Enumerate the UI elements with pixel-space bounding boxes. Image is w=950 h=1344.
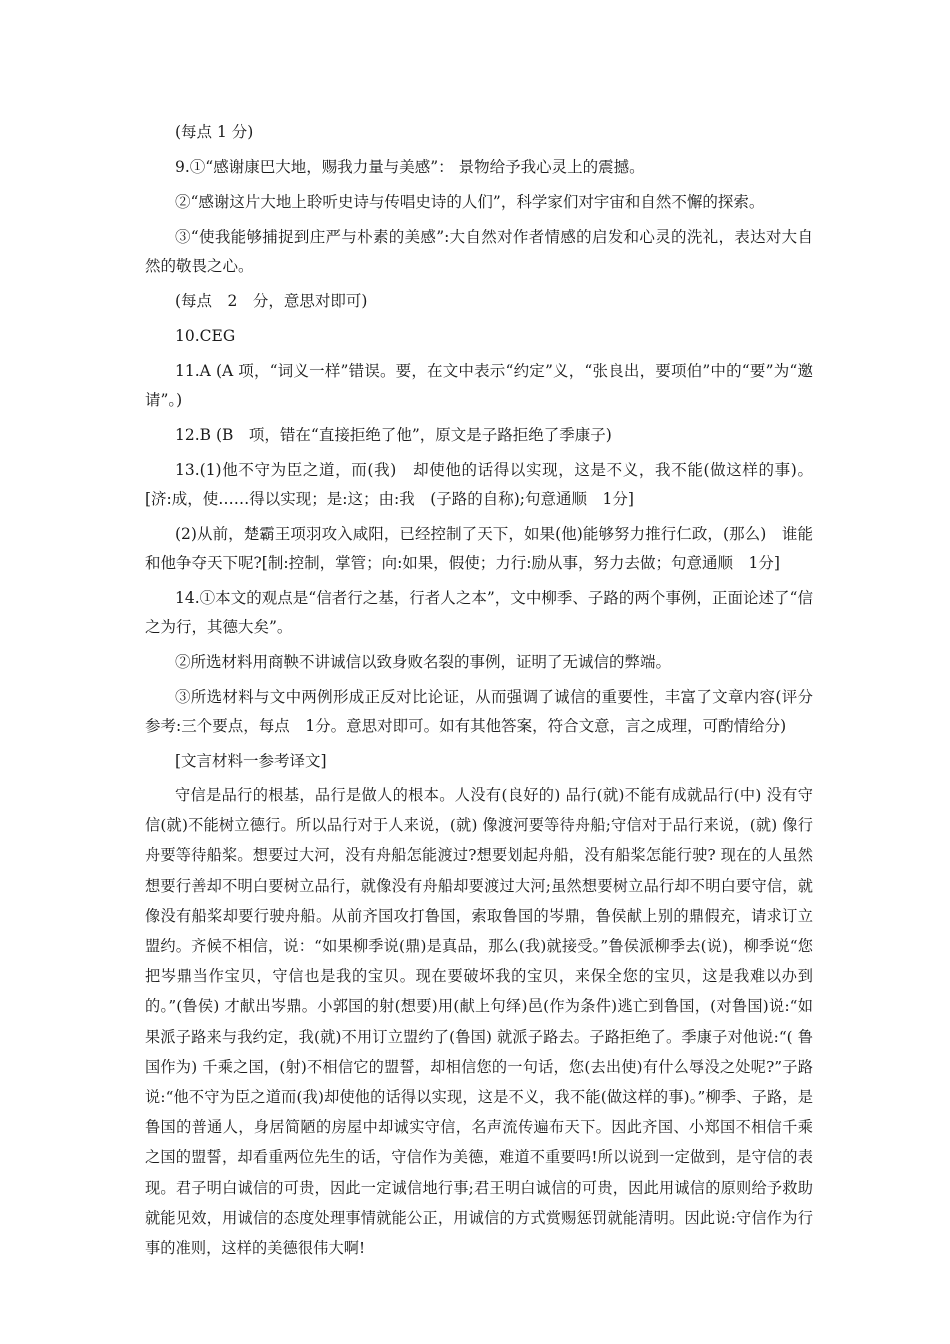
answer-11: 11.A (A 项，“词义一样”错误。要，在文中表示“约定”义，“张良出，要项伯”中的“要”为“邀请”。) <box>145 362 813 409</box>
answer-14-point-2: ②所选材料用商鞅不讲诚信以致身败名裂的事例，证明了无诚信的弊端。 <box>175 653 672 671</box>
translation-body: 守信是品行的根基，品行是做人的根本。人没有(良好的) 品行(就)不能有成就品行(中) 没有守信(就)不能树立德行。所以品行对于人来说，(就) 像渡河要等待舟船;守信对于品行来说，(就) 像行舟要等待船桨。想要过大河，没有舟船怎能渡过?想要划起舟船，没有船桨怎能行驶? 现在的人虽然想要行善却不明白要树立品行，就像没有舟船却要渡过大河;虽然想要树立品行却不明白要守信，就像没有船桨却要行驶舟船。从前齐国攻打鲁国，索取鲁国的岑鼎，鲁侯献上别的鼎假充，请求订立盟约。齐候不相信，说：“如果柳季说(鼎)是真品，那么(我)就接受。”鲁侯派柳季去(说)，柳季说“您把岑鼎当作宝贝，守信也是我的宝贝。现在要破坏我的宝贝，来保全您的宝贝，这是我难以办到的。”(鲁侯) 才献出岑鼎。小郭国的射(想要)用(献上句绎)邑(作为条件)逃亡到鲁国，(对鲁国)说:“如果派子路来与我约定，我(就)不用订立盟约了(鲁国) 就派子路去。子路拒绝了。季康子对他说:“( 鲁国作为) 千乘之国，(射)不相信它的盟誓，却相信您的一句话，您(去出使)有什么辱没之处呢?”子路说:“他不守为臣之道而(我)却使他的话得以实现，这是不义，我不能(做这样的事)。”柳季、子路，是鲁国的普通人，身居简陋的房屋中却诚实守信，名声流传遍布天下。因此齐国、小郑国不相信千乘之国的盟誓，却看重两位先生的话，守信作为美德，难道不重要吗!所以说到一定做到，是守信的表现。君子明白诚信的可贵，因此一定诚信地行事;君王明白诚信的可贵，因此用诚信的原则给予救助就能见效，用诚信的态度处理事情就能公正，用诚信的方式赏赐惩罚就能清明。因此说:守信作为行事的准则，这样的美德很伟大啊! <box>145 786 813 1258</box>
answer-14-point-3: ③所选材料与文中两例形成正反对比论证，从而强调了诚信的重要性，丰富了文章内容(评分参考:三个要点，每点 1分。意思对即可。如有其他答案，符合文意，言之成理，可酌情给分) <box>145 688 813 735</box>
score-note-9: (每点 2 分，意思对即可) <box>175 292 368 310</box>
answer-10: 10.CEG <box>175 327 236 345</box>
translation-section <box>145 747 813 1263</box>
answer-13-part-2: (2)从前，楚霸王项羽攻入咸阳，已经控制了天下，如果(他)能够努力推行仁政，(那么) 谁能和他争夺天下呢?[制:控制，掌管；向:如果，假使；力行:励从事，努力去做；句意通顺 1分] <box>145 525 813 572</box>
answer-13-part-1: 13.(1)他不守为臣之道，而(我) 却使他的话得以实现，这是不义，我不能(做这样的事)。[济:成，使……得以实现；是:这；由:我 (子路的自称);句意通顺 1分] <box>145 461 813 508</box>
answer-9-point-2: ②“感谢这片大地上聆听史诗与传唱史诗的人们”，科学家们对宇宙和自然不懈的探索。 <box>175 193 765 211</box>
answer-9-point-3: ③“使我能够捕捉到庄严与朴素的美感”:大自然对作者情感的启发和心灵的洗礼，表达对大自然的敬畏之心。 <box>145 228 813 275</box>
answer-14-point-1: 14.①本文的观点是“信者行之基，行者人之本”，文中柳季、子路的两个事例，正面论述了“信之为行，其德大矣”。 <box>145 589 813 636</box>
answer-12: 12.B (B 项，错在“直接拒绝了他”，原文是子路拒绝了季康子) <box>175 426 612 444</box>
translation-title: [文言材料一参考译文] <box>175 752 327 770</box>
answer-list <box>145 118 813 741</box>
answer-9-point-1: 9.①“感谢康巴大地，赐我力量与美感”： 景物给予我心灵上的震撼。 <box>175 158 645 176</box>
score-note: (每点 1 分) <box>175 123 254 141</box>
page-content <box>145 118 813 1263</box>
